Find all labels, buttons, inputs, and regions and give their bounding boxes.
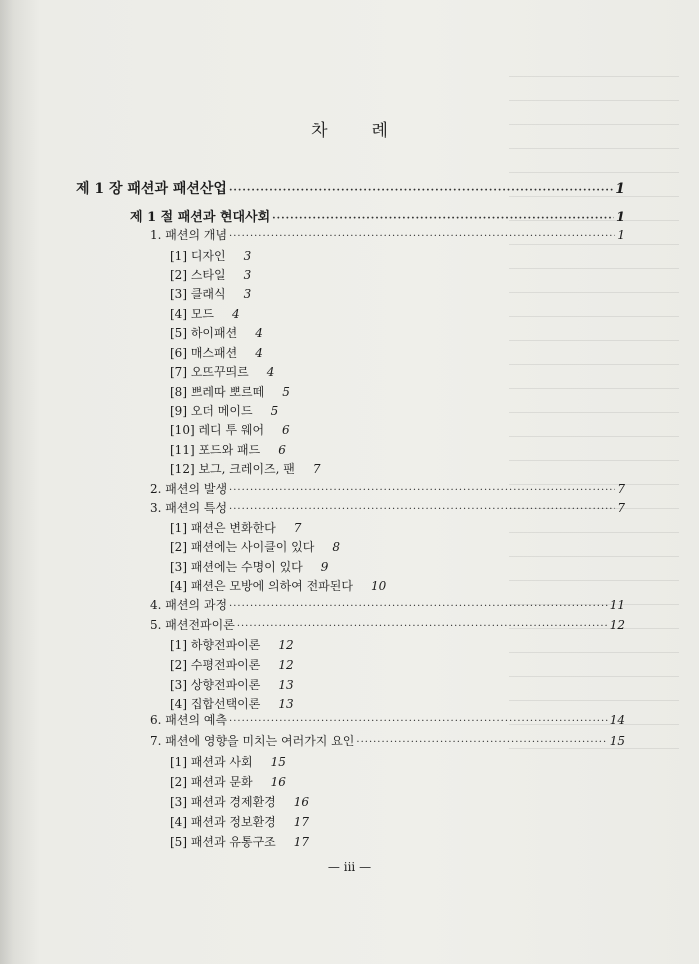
toc-subitem[interactable] bbox=[170, 793, 309, 810]
toc-subitem-page: 17 bbox=[293, 835, 310, 849]
toc-subitem-page: 9 bbox=[320, 560, 329, 574]
toc-subitem-label: [11] 포드와 패드 bbox=[170, 443, 261, 457]
toc-item[interactable] bbox=[150, 732, 625, 749]
toc-item-label: 4. 패션의 과정 bbox=[150, 598, 228, 612]
toc-subitem-label: [2] 스타일 bbox=[170, 268, 226, 282]
toc-subitem-label: [3] 클래식 bbox=[170, 287, 226, 301]
page-title bbox=[0, 116, 699, 141]
bleed-through-shadow bbox=[509, 60, 679, 760]
toc-subitem-label: [1] 패션은 변화한다 bbox=[170, 521, 276, 535]
toc-subitem-label: [5] 하이패션 bbox=[170, 326, 238, 340]
toc-subitem-label: [3] 패션에는 수명이 있다 bbox=[170, 560, 303, 574]
toc-subitem-label: [12] 보그, 크레이즈, 팬 bbox=[170, 462, 295, 476]
toc-subitem-page: 3 bbox=[243, 268, 252, 282]
toc-item-page: 14 bbox=[609, 713, 625, 727]
toc-subitem[interactable] bbox=[170, 441, 286, 458]
toc-item[interactable] bbox=[150, 499, 625, 516]
title-char-1: 차 bbox=[311, 121, 328, 141]
toc-subitem[interactable] bbox=[170, 813, 309, 830]
toc-subitem-page: 5 bbox=[282, 385, 290, 399]
toc-subitem-page: 6 bbox=[278, 443, 286, 457]
toc-section-page: 1 bbox=[615, 210, 625, 225]
toc-item-label: 7. 패션에 영향을 미치는 여러가지 요인 bbox=[150, 734, 355, 748]
toc-subitem[interactable] bbox=[170, 402, 278, 419]
toc-subitem-page: 17 bbox=[293, 815, 310, 829]
leader-dots bbox=[229, 504, 615, 515]
toc-section[interactable] bbox=[130, 206, 625, 225]
toc-subitem[interactable] bbox=[170, 636, 294, 653]
toc-subitem-label: [4] 패션은 모방에 의하여 전파된다 bbox=[170, 579, 353, 593]
toc-subitem-label: [7] 오뜨꾸띄르 bbox=[170, 365, 249, 379]
leader-dots bbox=[229, 716, 608, 727]
toc-subitem[interactable] bbox=[170, 519, 301, 536]
toc-subitem-page: 7 bbox=[312, 462, 321, 476]
toc-subitem-label: [3] 패션과 경제환경 bbox=[170, 795, 276, 809]
toc-subitem-label: [5] 패션과 유통구조 bbox=[170, 835, 276, 849]
toc-item[interactable] bbox=[150, 616, 625, 633]
toc-chapter-label: 제 1 장 패션과 패션산업 bbox=[76, 181, 227, 197]
toc-item[interactable] bbox=[150, 711, 625, 728]
toc-item-label: 3. 패션의 특성 bbox=[150, 501, 228, 515]
leader-dots bbox=[237, 621, 608, 632]
toc-subitem[interactable] bbox=[170, 695, 294, 712]
toc-subitem-label: [3] 상향전파이론 bbox=[170, 678, 261, 692]
toc-subitem[interactable] bbox=[170, 324, 263, 341]
toc-subitem[interactable] bbox=[170, 421, 290, 438]
toc-subitem-page: 13 bbox=[278, 697, 294, 711]
toc-item[interactable] bbox=[150, 596, 625, 613]
toc-subitem-page: 13 bbox=[278, 678, 294, 692]
toc-subitem-label: [1] 패션과 사회 bbox=[170, 755, 253, 769]
toc-section-label: 제 1 절 패션과 현대사회 bbox=[130, 210, 271, 225]
leader-dots bbox=[229, 601, 608, 612]
leader-dots bbox=[272, 213, 614, 224]
title-char-2: 례 bbox=[371, 121, 388, 141]
toc-subitem-label: [4] 모드 bbox=[170, 307, 214, 321]
toc-subitem-page: 5 bbox=[270, 404, 279, 418]
toc-subitem[interactable] bbox=[170, 538, 340, 555]
toc-item[interactable] bbox=[150, 480, 625, 497]
toc-item-page: 15 bbox=[609, 734, 625, 748]
toc-subitem-page: 3 bbox=[243, 249, 252, 263]
toc-subitem[interactable] bbox=[170, 383, 290, 400]
toc-subitem-page: 4 bbox=[266, 365, 275, 379]
toc-subitem-label: [10] 레디 투 웨어 bbox=[170, 423, 265, 437]
toc-subitem-label: [6] 매스패션 bbox=[170, 346, 238, 360]
leader-dots bbox=[229, 485, 615, 496]
toc-subitem-page: 15 bbox=[270, 755, 286, 769]
toc-subitem-label: [4] 패션과 정보환경 bbox=[170, 815, 276, 829]
toc-subitem[interactable] bbox=[170, 773, 286, 790]
toc-item-page: 1 bbox=[617, 228, 625, 242]
toc-subitem[interactable] bbox=[170, 344, 263, 361]
toc-item-label: 5. 패션전파이론 bbox=[150, 618, 235, 632]
toc-subitem-page: 4 bbox=[255, 346, 263, 360]
leader-dots bbox=[229, 185, 613, 196]
toc-subitem-page: 12 bbox=[278, 658, 294, 672]
toc-subitem-page: 7 bbox=[293, 521, 302, 535]
toc-subitem-page: 3 bbox=[243, 287, 252, 301]
toc-subitem[interactable] bbox=[170, 558, 328, 575]
toc-item-label: 6. 패션의 예측 bbox=[150, 713, 228, 727]
toc-subitem-page: 10 bbox=[370, 579, 387, 593]
toc-subitem-label: [4] 집합선택이론 bbox=[170, 697, 261, 711]
toc-subitem[interactable] bbox=[170, 753, 286, 770]
toc-subitem-label: [2] 수평전파이론 bbox=[170, 658, 261, 672]
toc-subitem-label: [2] 패션에는 사이클이 있다 bbox=[170, 540, 315, 554]
toc-subitem-page: 8 bbox=[332, 540, 341, 554]
toc-subitem-page: 4 bbox=[255, 326, 263, 340]
toc-subitem[interactable] bbox=[170, 676, 294, 693]
toc-chapter[interactable] bbox=[76, 178, 625, 198]
toc-subitem-page: 16 bbox=[293, 795, 310, 809]
toc-item-page: 7 bbox=[617, 482, 625, 496]
toc-subitem[interactable] bbox=[170, 266, 251, 283]
toc-subitem[interactable] bbox=[170, 577, 386, 594]
toc-subitem-page: 6 bbox=[282, 423, 290, 437]
toc-subitem[interactable] bbox=[170, 305, 240, 322]
leader-dots bbox=[229, 231, 615, 242]
toc-subitem-label: [1] 하향전파이론 bbox=[170, 638, 261, 652]
toc-subitem[interactable] bbox=[170, 656, 294, 673]
toc-item-label: 2. 패션의 발생 bbox=[150, 482, 228, 496]
toc-item-label: 1. 패션의 개념 bbox=[150, 228, 228, 242]
toc-subitem-label: [9] 오더 메이드 bbox=[170, 404, 253, 418]
toc-subitem[interactable] bbox=[170, 285, 251, 302]
toc-subitem-page: 4 bbox=[232, 307, 240, 321]
toc-item[interactable] bbox=[150, 226, 625, 243]
toc-item-page: 11 bbox=[609, 598, 625, 612]
toc-subitem-label: [1] 디자인 bbox=[170, 249, 226, 263]
toc-subitem[interactable] bbox=[170, 363, 274, 380]
toc-subitem[interactable] bbox=[170, 247, 251, 264]
toc-item-page: 7 bbox=[617, 501, 625, 515]
toc-subitem-label: [2] 패션과 문화 bbox=[170, 775, 253, 789]
toc-subitem-page: 12 bbox=[278, 638, 294, 652]
toc-subitem-page: 16 bbox=[270, 775, 286, 789]
toc-item-page: 12 bbox=[609, 618, 625, 632]
toc-chapter-page: 1 bbox=[615, 181, 625, 197]
toc-subitem[interactable] bbox=[170, 833, 309, 850]
toc-subitem[interactable] bbox=[170, 460, 321, 477]
leader-dots bbox=[356, 737, 607, 748]
page-number: — iii — bbox=[327, 860, 372, 874]
toc-subitem-label: [8] 쁘레따 뽀르떼 bbox=[170, 385, 265, 399]
